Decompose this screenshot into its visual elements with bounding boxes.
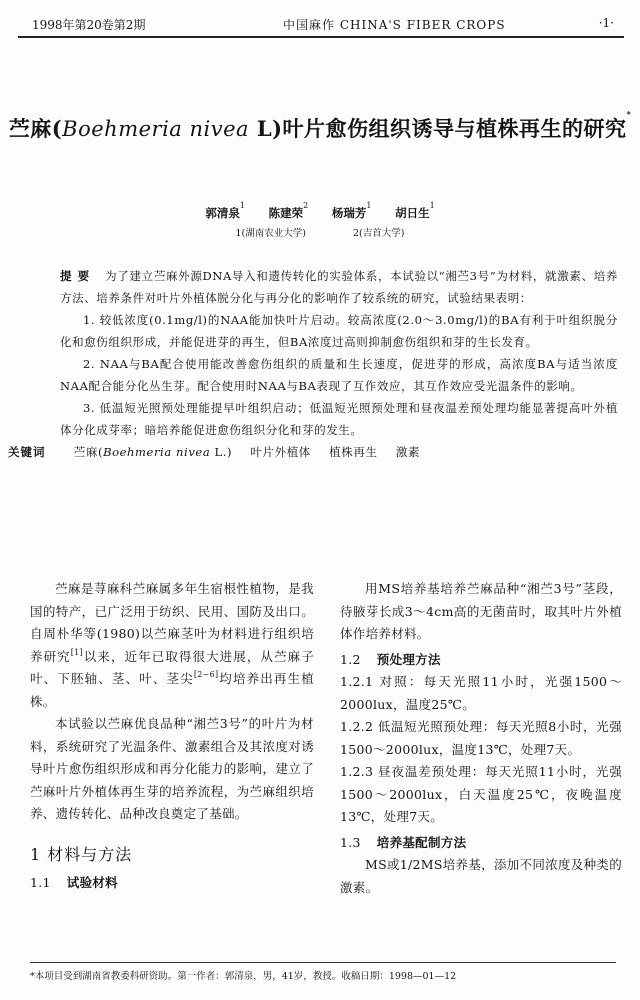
- body-left-column: [30, 578, 314, 895]
- paper-title: 苎麻(Boehmeria nivea L)叶片愈伤组织诱导与植株再生的研究*: [8, 109, 632, 141]
- abstract-result-3: 3. 低温短光照预处理能提早叶组织启动；低温短光照预处理和昼夜温差预处理均能显著提高叶外植体分化成芽率；暗培养能促进愈伤组织分化和芽的发生。: [60, 401, 618, 437]
- running-header: [18, 12, 624, 38]
- page-number: ·1·: [598, 16, 614, 30]
- abstract-result-2: 2. NAA与BA配合使用能改善愈伤组织的质量和生长速度，促进芽的形成，高浓度BA与适当浓度NAA配合能分化丛生芽。配合使用时NAA与BA表现了互作效应，其互作效应受光温条件的影响。: [60, 357, 618, 393]
- citation: [1]: [70, 647, 83, 657]
- body-right-column: [340, 578, 622, 899]
- keywords-label: 关键词: [8, 445, 46, 459]
- abstract-intro: 提要 为了建立苎麻外源DNA导入和遗传转化的实验体系，本试验以“湘苎3号”为材料，就激素、培养方法、培养条件对叶片外植体脱分化与再分化的影响作了较系统的研究，试验结果表明：: [60, 269, 618, 305]
- section-heading: 1 材料与方法: [30, 844, 133, 864]
- affiliation: 2(吉首大学): [353, 228, 405, 239]
- intro-paragraph-2: 本试验以苎麻优良品种“湘苎3号”的叶片为材料，系统研究了光温条件、激素组合及其浓度对诱导叶片愈伤组织形成和再分化能力的影响，建立了苎麻叶片外植体再生芽的培养流程，为苎麻组织培养、遗传转化、品种改良奠定了基础。: [30, 716, 314, 821]
- materials-paragraph: 用MS培养基培养苎麻品种“湘苎3号”茎段，待腋芽长成3～4cm高的无菌苗时，取其叶片外植体作培养材料。: [340, 581, 622, 641]
- affiliations: [0, 225, 640, 239]
- keyword: 植株再生: [329, 445, 378, 459]
- author: 陈建荣$^2$: [268, 201, 309, 220]
- subsection-heading: 1.1 试验材料: [30, 875, 118, 890]
- author-list: [0, 201, 640, 221]
- medium-paragraph: MS或1/2MS培养基，添加不同浓度及种类的激素。: [340, 857, 622, 895]
- treatment-item: 1.2.2 低温短光照预处理：每天光照8小时，光强1500～2000lux，温度13℃，处理7天。: [340, 719, 622, 757]
- footnote: *本项目受到湖南省教委科研资助。第一作者：郭清泉，男，41岁，教授。收稿日期：1998—01—12: [30, 962, 616, 982]
- abstract: [8, 265, 618, 463]
- latin-name: Boehmeria nivea: [62, 117, 250, 141]
- author: 郭清泉$^1$: [205, 201, 245, 220]
- keyword: 叶片外植体: [250, 445, 311, 459]
- journal-issue: 1998年第20卷第2期: [32, 18, 146, 32]
- keywords: [8, 441, 618, 463]
- keyword: 激素: [395, 445, 421, 459]
- keyword: 苎麻(Boehmeria nivea L.): [73, 445, 233, 459]
- journal-name: 中国麻作 CHINA'S FIBER CROPS: [283, 18, 506, 32]
- subsection-heading: 1.3 培养基配制方法: [340, 834, 467, 850]
- subsection-heading: 1.2 预处理方法: [340, 651, 441, 667]
- footnote-mark: *: [626, 109, 632, 119]
- author: 杨瑞芳$^1$: [331, 201, 372, 220]
- treatment-item: 1.2.1 对照：每天光照11小时，光强1500～2000lux，温度25℃。: [340, 674, 622, 712]
- abstract-result-1: 1. 较低浓度(0.1mg/l)的NAA能加快叶片启动。较高浓度(2.0～3.0mg/l)的BA有利于叶组织脱分化和愈伤组织形成，并能促进芽的再生，但BA浓度过高则抑制愈伤组织和芽的生长发育。: [60, 313, 618, 349]
- intro-paragraph-1: 苎麻是荨麻科苎麻属多年生宿根性植物，是我国的特产，已广泛用于纺织、民用、国防及出口。自周朴华等(1980)以苎麻茎叶为材料进行组织培养研究[1]以来，近年已取得很大进展，从苎麻子叶、下胚轴、茎、叶、茎尖[2~6]均培养出再生植株。: [30, 581, 314, 709]
- affiliation: 1(湖南农业大学): [235, 228, 306, 239]
- author: 胡日生$^1$: [395, 201, 435, 220]
- treatment-item: 1.2.3 昼夜温差预处理：每天光照11小时，光强1500～2000lux，白天温度25℃，夜晚温度13℃，处理7天。: [340, 764, 622, 824]
- citation: [2~6]: [193, 670, 219, 679]
- abstract-label: 提要: [60, 269, 96, 283]
